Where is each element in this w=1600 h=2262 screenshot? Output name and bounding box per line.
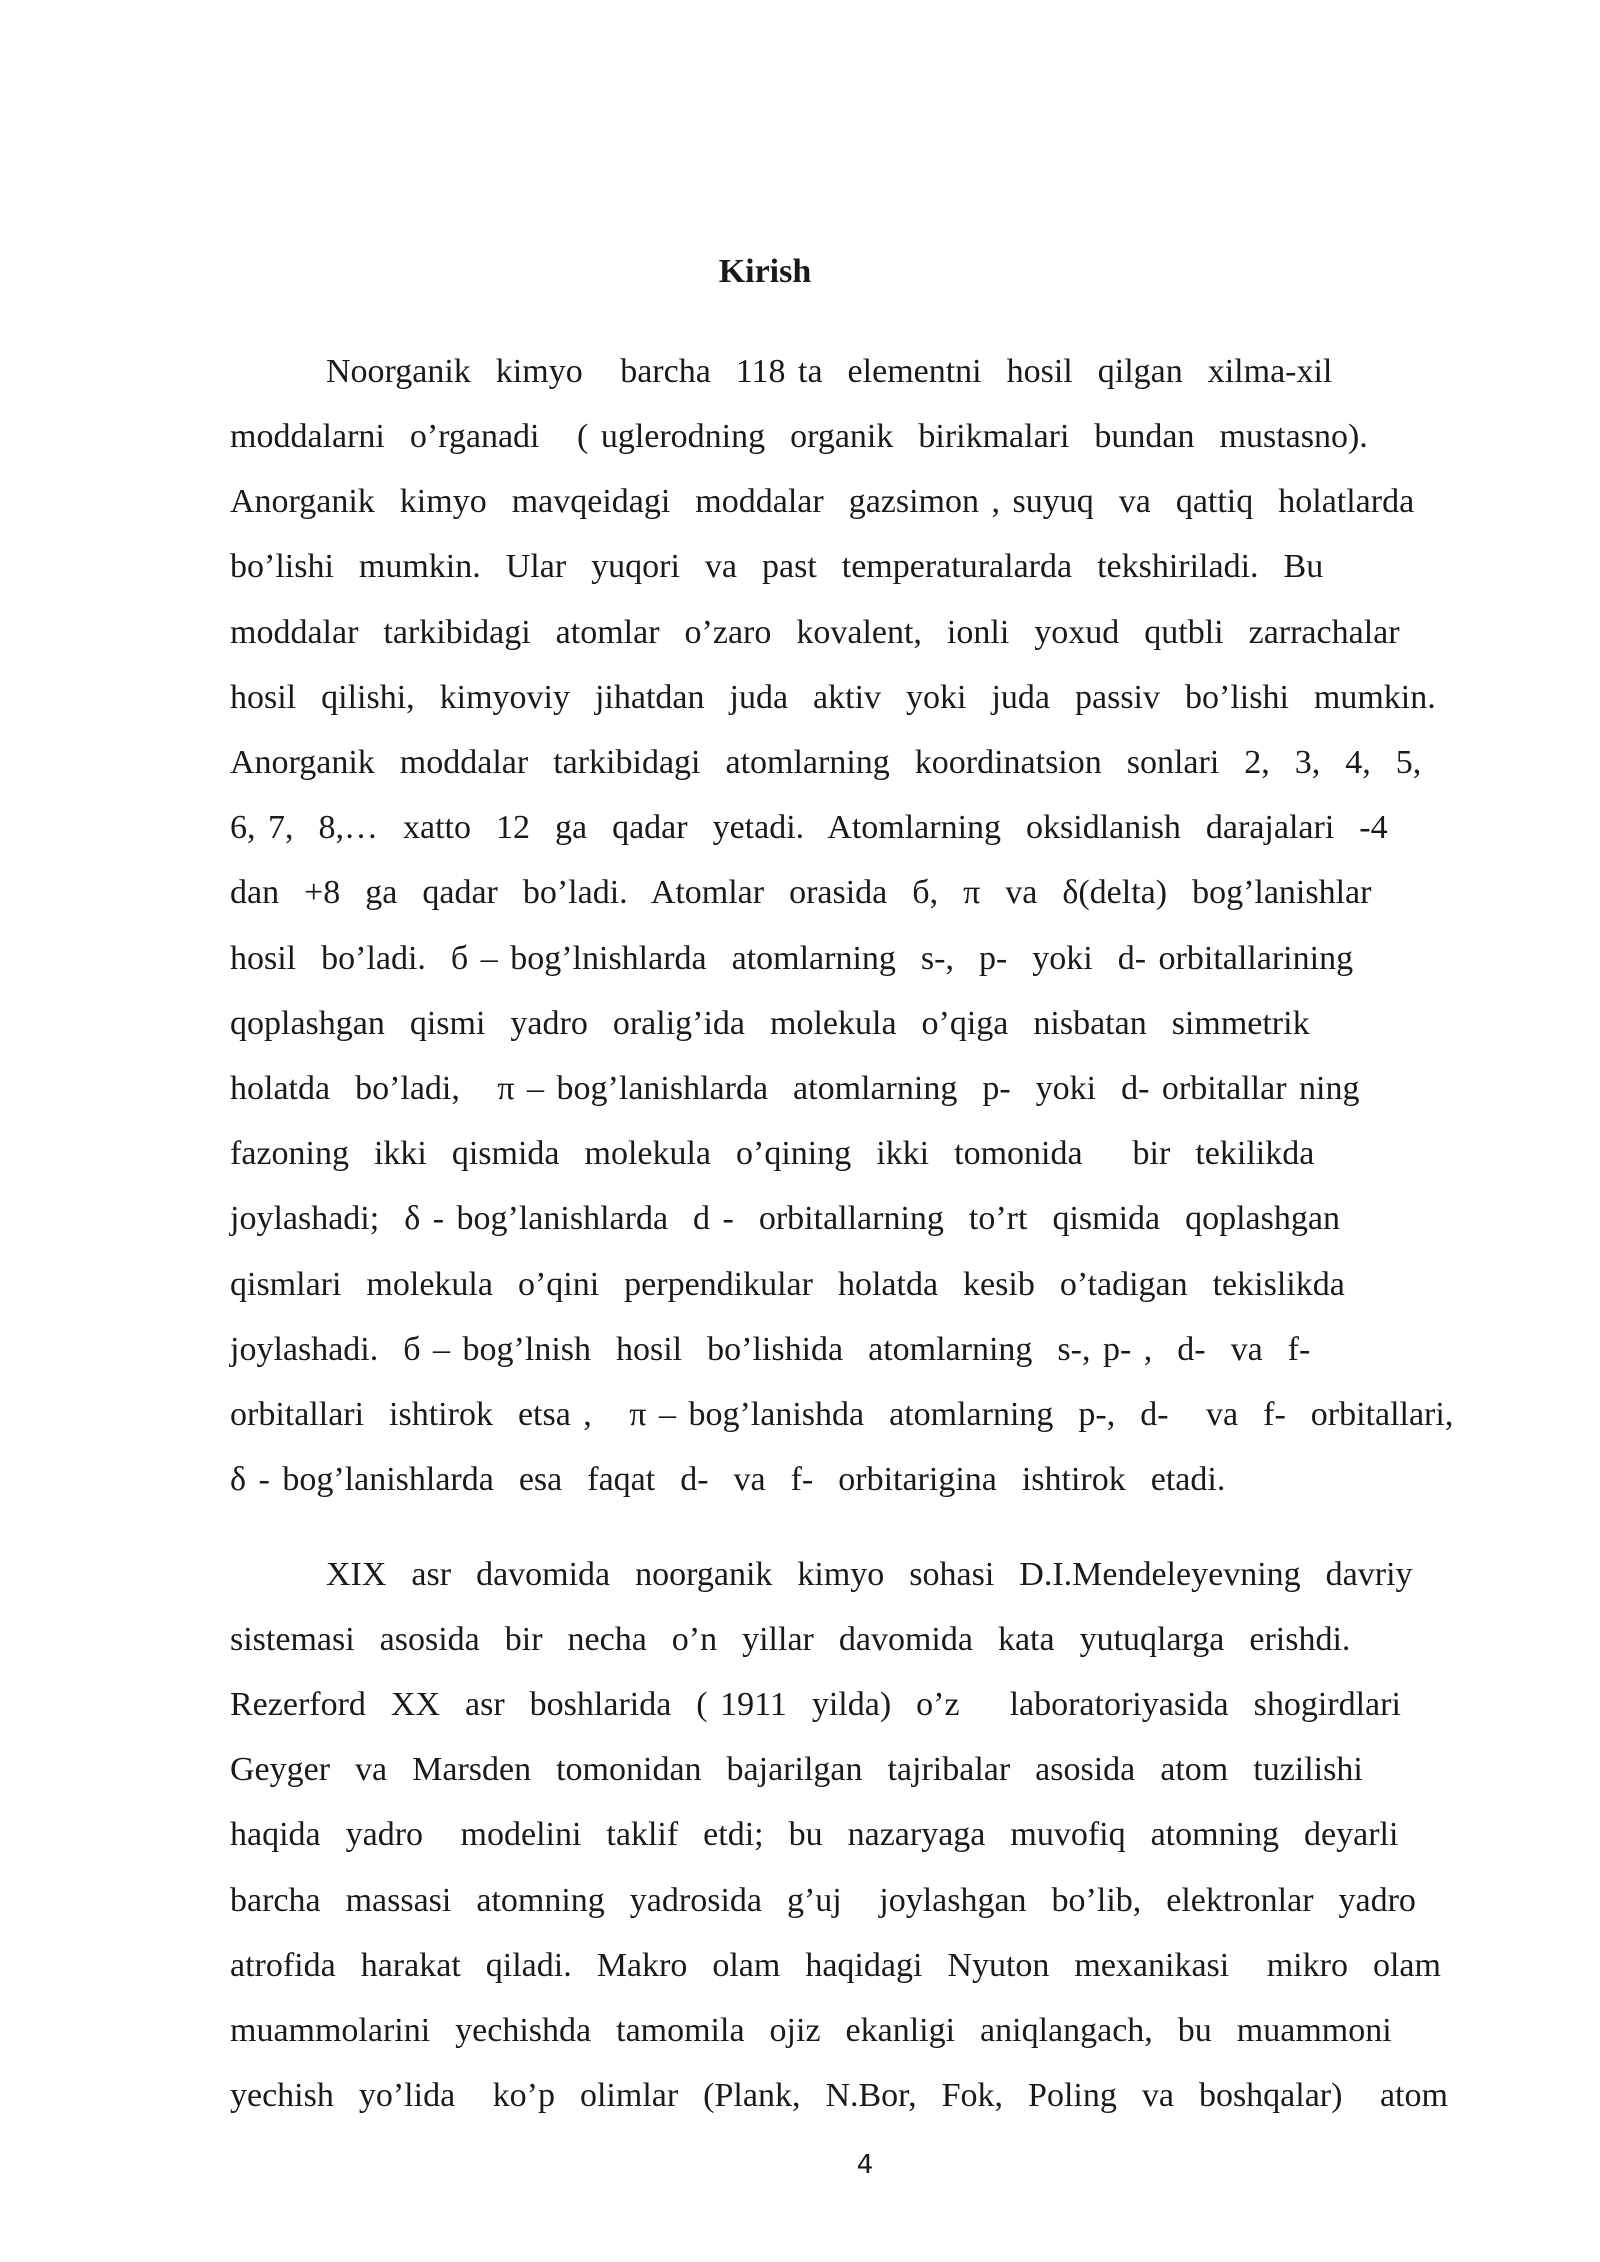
paragraph-line: moddalarni o’rganadi ( uglerodning organik birikmalari bundan mustasno). [230, 418, 1368, 455]
paragraph-line: haqida yadro modelini taklif etdi; bu nazaryaga muvofiq atomning deyarli [230, 1816, 1399, 1853]
paragraph-line: muammolarini yechishda tamomila ojiz ekanligi aniqlangach, bu muammoni [230, 2012, 1392, 2049]
paragraph-line: joylashadi. б – bog’lnish hosil bo’lishida atomlarning s-, p- , d- va f- [230, 1331, 1311, 1368]
paragraph-line: qoplashgan qismi yadro oralig’ida molekula o’qiga nisbatan simmetrik [230, 1005, 1310, 1042]
paragraph-line: Anorganik moddalar tarkibidagi atomlarning koordinatsion sonlari 2, 3, 4, 5, [230, 744, 1422, 781]
paragraph-line: barcha massasi atomning yadrosida g’uj joylashgan bo’lib, elektronlar yadro [230, 1882, 1416, 1919]
page-title: Kirish [718, 253, 812, 290]
paragraph-line: XIX asr davomida noorganik kimyo sohasi D.I.Mendeleyevning davriy [326, 1556, 1413, 1593]
page-number: 4 [856, 2150, 874, 2180]
paragraph-line: sistemasi asosida bir necha o’n yillar davomida kata yutuqlarga erishdi. [230, 1621, 1351, 1658]
paragraph-line: orbitallari ishtirok etsa , π – bog’lanishda atomlarning p-, d- va f- orbitallari, [230, 1396, 1454, 1433]
paragraph-line: hosil qilishi, kimyoviy jihatdan juda aktiv yoki juda passiv bo’lishi mumkin. [230, 679, 1436, 716]
paragraph-line: moddalar tarkibidagi atomlar o’zaro kovalent, ionli yoxud qutbli zarrachalar [230, 614, 1400, 651]
paragraph-line: Geyger va Marsden tomonidan bajarilgan tajribalar asosida atom tuzilishi [230, 1751, 1363, 1788]
paragraph-line: Noorganik kimyo barcha 118 ta elementni hosil qilgan xilma-xil [326, 353, 1333, 390]
paragraph-line: 6, 7, 8,… xatto 12 ga qadar yetadi. Atomlarning oksidlanish darajalari -4 [230, 809, 1388, 846]
paragraph-line: qismlari molekula o’qini perpendikular holatda kesib o’tadigan tekislikda [230, 1266, 1345, 1303]
paragraph-line: atrofida harakat qiladi. Makro olam haqidagi Nyuton mexanikasi mikro olam [230, 1947, 1441, 1984]
paragraph-line: fazoning ikki qismida molekula o’qining ikki tomonida bir tekilikda [230, 1135, 1315, 1172]
paragraph-line: Rezerford XX asr boshlarida ( 1911 yilda) o’z laboratoriyasida shogirdlari [230, 1686, 1401, 1723]
paragraph-line: bo’lishi mumkin. Ular yuqori va past temperaturalarda tekshiriladi. Bu [230, 548, 1324, 585]
paragraph-line: Anorganik kimyo mavqeidagi moddalar gazsimon , suyuq va qattiq holatlarda [230, 483, 1415, 520]
paragraph-line: joylashadi; δ - bog’lanishlarda d - orbitallarning to’rt qismida qoplashgan [230, 1200, 1340, 1237]
paragraph-line: yechish yo’lida ko’p olimlar (Plank, N.Bor, Fok, Poling va boshqalar) atom [230, 2077, 1448, 2114]
paragraph-line: dan +8 ga qadar bo’ladi. Atomlar orasida б, π va δ(delta) bog’lanishlar [230, 874, 1372, 911]
paragraph-line: holatda bo’ladi, π – bog’lanishlarda atomlarning p- yoki d- orbitallar ning [230, 1070, 1360, 1107]
paragraph-line: δ - bog’lanishlarda esa faqat d- va f- orbitarigina ishtirok etadi. [230, 1461, 1226, 1498]
paragraph-line: hosil bo’ladi. б – bog’lnishlarda atomlarning s-, p- yoki d- orbitallarining [230, 940, 1354, 977]
